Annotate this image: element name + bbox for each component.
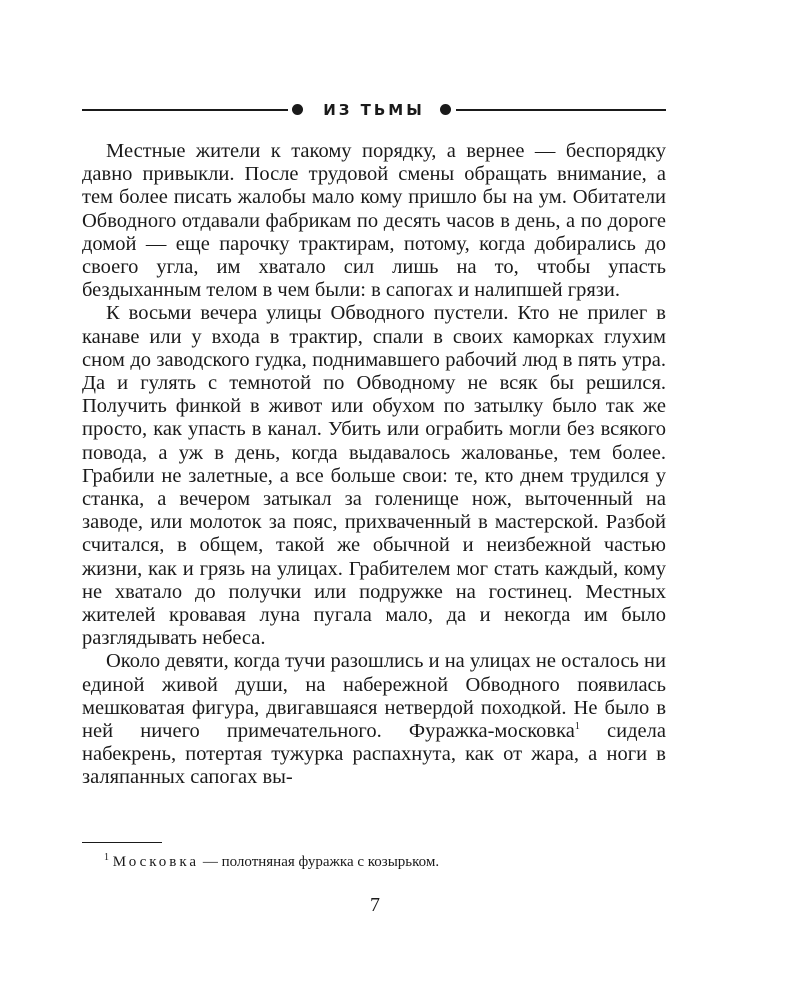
paragraph: К восьми вечера улицы Обводного пустели. Кто не прилег в канаве или у входа в трактир, спали в своих каморках глухим сном до заводского гудка, поднимавшего рабочий люд в пять утра. Да и гулять с темнотой по Обводному не всяк бы решился. Получить финкой в живот или обухом по затылку было так же просто, как упасть в канал. Убить или ограбить могли без всякого повода, а уж в день, когда выдавалось жалованье, тем более. Грабили не залетные, а все больше свои: те, кто днем трудился у станка, а вечером затыкал за голенище нож, выточенный на заводе, или молоток за пояс, прихваченный в мастерской. Разбой считался, в общем, такой же обычной и неизбежной частью жизни, как и грязь на улицах. Грабителем мог стать каждый, кому не хватало до получки или подружке на гостинец. Местных жителей кровавая луна пугала мало, да и некогда им было разглядывать небеса. <box>82 302 666 650</box>
footnote-reference: 1 <box>574 721 580 733</box>
running-head-rule-left <box>82 109 288 111</box>
paragraph-with-footnote <box>82 650 666 789</box>
footnote-definition: — полотняная фуражка с козырьком. <box>199 854 440 870</box>
running-head-title: ИЗ ТЬМЫ <box>323 101 425 119</box>
running-head-rule-right <box>456 109 666 111</box>
bullet-ornament-left-icon <box>292 104 303 115</box>
bullet-ornament-right-icon <box>440 104 451 115</box>
footnote-divider <box>82 842 162 843</box>
paragraph-text-continued: сидела набекрень, потертая тужурка распахнута, как от жара, а ноги в заляпанных сапогах вы- <box>82 720 666 789</box>
footnote-term: Московка <box>112 854 200 870</box>
paragraph: Местные жители к такому порядку, а вернее — беспорядку давно привыкли. После трудовой смены обращать внимание, а тем более писать жалобы мало кому пришло бы на ум. Обитатели Обводного отдавали фабрикам по десять часов в день, а по дороге домой — еще парочку трактирам, потому, когда добирались до своего угла, им хватало сил лишь на то, чтобы упасть бездыханным телом в чем были: в сапогах и налипшей грязи. <box>82 140 666 302</box>
page-number: 7 <box>370 894 380 916</box>
paragraph-text: Около девяти, когда тучи разошлись и на улицах не осталось ни единой живой души, на набережной Обводного появилась мешковатая фигура, двигавшаяся нетвердой походкой. Не было в ней ничего примечательного. Фуражка-московка <box>82 650 666 743</box>
body-text <box>82 140 666 790</box>
footnote <box>104 852 664 872</box>
running-head <box>82 98 666 122</box>
footnote-number: 1 <box>104 852 109 863</box>
